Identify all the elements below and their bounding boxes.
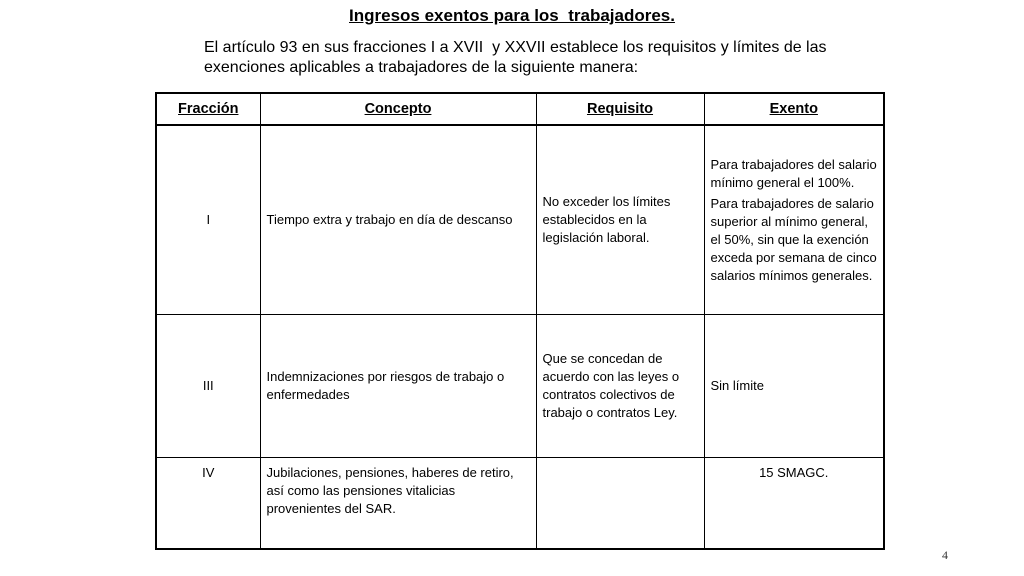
header-requisito: Requisito bbox=[536, 93, 704, 125]
page-number: 4 bbox=[942, 548, 948, 562]
table-row bbox=[156, 315, 884, 458]
cell-requisito bbox=[536, 458, 704, 550]
cell-concepto: Indemnizaciones por riesgos de trabajo o enfermedades bbox=[260, 315, 536, 458]
table-header-row bbox=[156, 93, 884, 125]
cell-fraccion: I bbox=[156, 125, 260, 315]
cell-fraccion: IV bbox=[156, 458, 260, 550]
cell-exento: Sin límite bbox=[704, 315, 884, 458]
exento-paragraph: Para trabajadores del salario mínimo general el 100%. bbox=[710, 156, 877, 190]
header-fraccion: Fracción bbox=[156, 93, 260, 125]
cell-requisito: Que se concedan de acuerdo con las leyes o contratos colectivos de trabajo o contratos Ley. bbox=[536, 315, 704, 458]
cell-concepto: Tiempo extra y trabajo en día de descanso bbox=[260, 125, 536, 315]
table-row bbox=[156, 458, 884, 550]
exenciones-table bbox=[155, 92, 885, 550]
intro-paragraph: El artículo 93 en sus fracciones I a XVII y XXVII establece los requisitos y límites de las exenciones aplicables a trabajadores de la siguiente manera: bbox=[204, 39, 831, 76]
header-concepto: Concepto bbox=[260, 93, 536, 125]
slide-title: Ingresos exentos para los trabajadores. bbox=[349, 6, 675, 25]
cell-requisito: No exceder los límites establecidos en la legislación laboral. bbox=[536, 125, 704, 315]
exento-paragraph: Para trabajadores de salario superior al mínimo general, el 50%, sin que la exención exceda por semana de cinco salarios mínimos generales. bbox=[710, 195, 877, 283]
cell-concepto: Jubilaciones, pensiones, haberes de retiro, así como las pensiones vitalicias provenientes del SAR. bbox=[260, 458, 536, 550]
table-row bbox=[156, 125, 884, 315]
cell-exento: 15 SMAGC. bbox=[704, 458, 884, 550]
header-exento: Exento bbox=[704, 93, 884, 125]
cell-exento bbox=[704, 125, 884, 315]
cell-fraccion: III bbox=[156, 315, 260, 458]
